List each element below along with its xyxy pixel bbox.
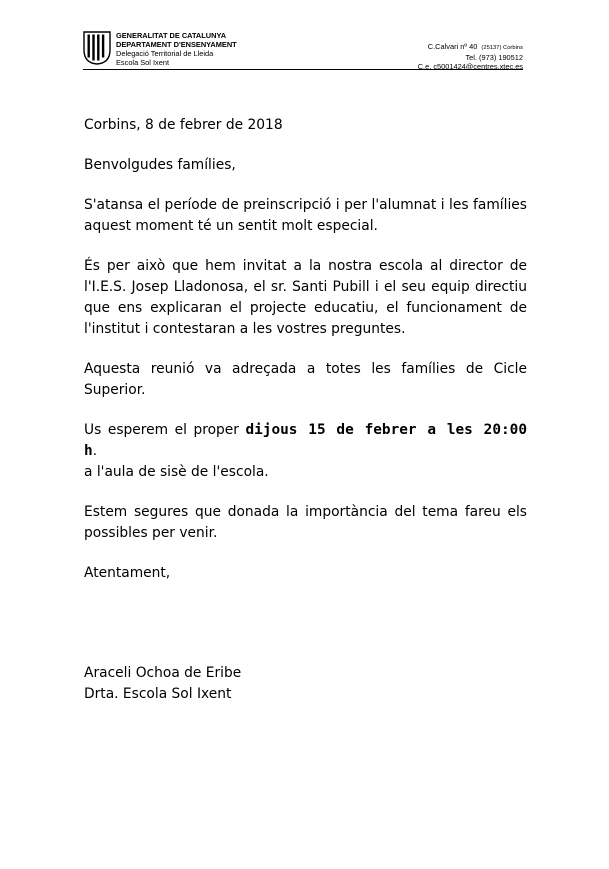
organization-block	[116, 31, 237, 67]
signer-title: Drta. Escola Sol Ixent	[84, 686, 232, 702]
department-name: DEPARTAMENT D'ENSENYAMENT	[116, 40, 237, 49]
letterhead	[83, 31, 523, 70]
meeting-datetime: dijous 15 de febrer a les 20:00 h	[84, 422, 527, 459]
paragraph-closing-remark: Estem segures que donada la importància del tema fareu els possibles per venir.	[84, 504, 527, 541]
letter-body	[84, 115, 527, 705]
phone-number: Tel. (973) 190512	[465, 53, 523, 62]
email-address: C.e. c5001424@centres.xtec.es	[417, 62, 523, 71]
school-name: Escola Sol Ixent	[116, 58, 169, 67]
paragraph-meeting	[84, 420, 527, 483]
closing: Atentament,	[84, 565, 171, 581]
letter-date: Corbins, 8 de febrer de 2018	[84, 117, 283, 133]
org-name: GENERALITAT DE CATALUNYA	[116, 31, 227, 40]
generalitat-logo-icon	[83, 31, 111, 65]
meeting-dot: .	[92, 443, 98, 459]
street-address: C.Calvari nº 40	[427, 42, 478, 51]
delegation-name: Delegació Territorial de Lleida	[116, 49, 214, 58]
paragraph-invitation: És per això que hem invitat a la nostra escola al director de l'I.E.S. Josep Lladonosa, el sr. Santi Pubill i el seu equip directiu que ens explicaran el projecte educatiu, el funcionament de l'institut i contestaran a les vostres preguntes.	[84, 258, 527, 337]
signer-name: Araceli Ochoa de Eribe	[84, 665, 242, 681]
salutation: Benvolgudes famílies,	[84, 157, 236, 173]
paragraph-preinscription: S'atansa el període de preinscripció i per l'alumnat i les famílies aquest moment té un sentit molt especial.	[84, 197, 527, 234]
postal-code: (25137) Corbins	[481, 45, 523, 51]
meeting-intro: Us esperem el proper	[84, 422, 239, 438]
meeting-location: a l'aula de sisè de l'escola.	[84, 464, 269, 480]
paragraph-audience: Aquesta reunió va adreçada a totes les famílies de Cicle Superior.	[84, 361, 527, 398]
address-block	[418, 42, 523, 71]
